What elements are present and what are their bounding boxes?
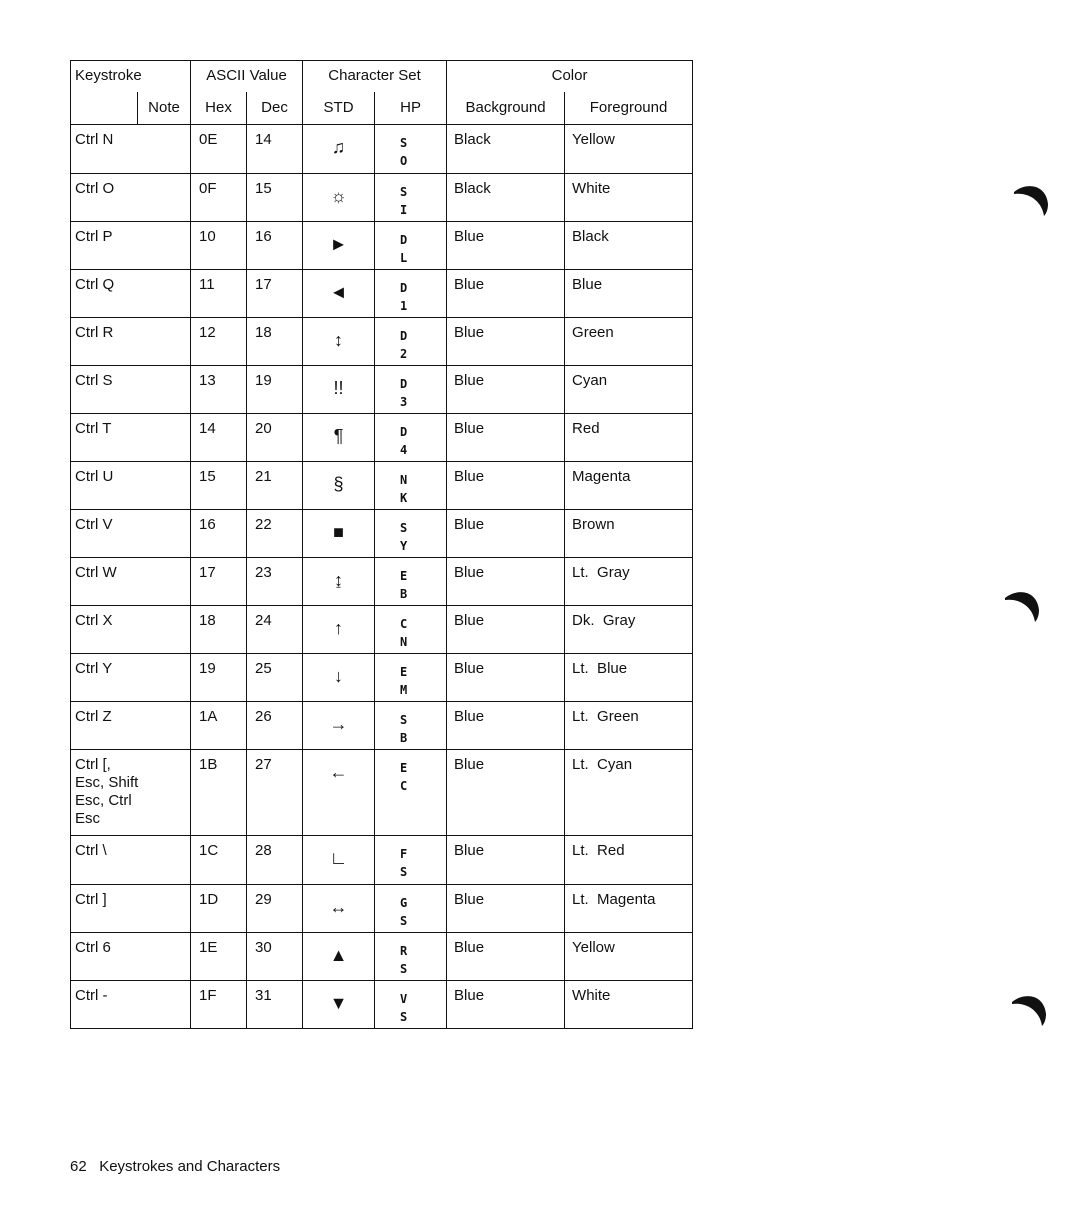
hp-glyph: M — [400, 683, 408, 697]
hp-glyph: C — [400, 779, 408, 793]
hp-glyph: D — [400, 377, 408, 391]
foreground-header-label: Foreground — [589, 99, 668, 116]
keystroke-text: Ctrl V — [75, 516, 113, 533]
foreground-cell: White — [565, 981, 693, 1029]
ascii-value-header — [191, 61, 303, 93]
keystroke-text: Ctrl N — [75, 131, 114, 148]
table-row — [71, 318, 693, 366]
right-pointer-icon: ► — [329, 234, 348, 254]
header-row-top — [71, 61, 693, 93]
hp-glyph: E — [400, 665, 408, 679]
dec-cell: 19 — [247, 366, 303, 414]
hex-cell: 13 — [191, 366, 247, 414]
keystroke-text: Ctrl O — [75, 180, 115, 197]
keystroke-cell — [71, 222, 191, 270]
hp-glyph: E — [400, 761, 408, 775]
keystroke-text: Esc — [75, 810, 101, 827]
keystroke-cell — [71, 174, 191, 222]
dec-cell: 29 — [247, 885, 303, 933]
hp-glyph: Y — [400, 539, 408, 553]
hp-glyph: 4 — [400, 443, 408, 457]
foreground-cell: Magenta — [565, 462, 693, 510]
keystroke-text: Ctrl W — [75, 564, 117, 581]
hp-glyph: R — [400, 944, 408, 958]
binder-mark-icon — [1010, 988, 1050, 1028]
left-pointer-icon: ◄ — [329, 282, 348, 302]
foreground-cell: Green — [565, 318, 693, 366]
header-row-bottom — [71, 92, 693, 125]
keystroke-cell — [71, 558, 191, 606]
hp-glyph: S — [400, 1010, 408, 1024]
hp-cell — [375, 750, 447, 836]
foreground-cell: Brown — [565, 510, 693, 558]
keystroke-text: Ctrl U — [75, 468, 114, 485]
foreground-cell: Dk. Gray — [565, 606, 693, 654]
std-cell — [303, 174, 375, 222]
hp-cell — [375, 885, 447, 933]
keystroke-cell — [71, 885, 191, 933]
keystroke-text: Ctrl P — [75, 228, 113, 245]
foreground-header — [565, 92, 693, 125]
background-cell: Blue — [447, 558, 565, 606]
hp-glyph: I — [400, 203, 408, 217]
hp-glyph: V — [400, 992, 408, 1006]
background-cell: Blue — [447, 750, 565, 836]
keystroke-text: Ctrl [, — [75, 756, 111, 773]
background-cell: Blue — [447, 510, 565, 558]
hex-cell: 16 — [191, 510, 247, 558]
hp-glyph: D — [400, 233, 408, 247]
hp-glyph: 2 — [400, 347, 408, 361]
hex-cell: 19 — [191, 654, 247, 702]
hex-cell: 11 — [191, 270, 247, 318]
table-row — [71, 222, 693, 270]
hp-glyph: B — [400, 587, 408, 601]
dec-cell: 18 — [247, 318, 303, 366]
hp-cell — [375, 702, 447, 750]
foreground-cell: Lt. Red — [565, 836, 693, 885]
background-cell: Black — [447, 174, 565, 222]
keystroke-cell — [71, 270, 191, 318]
dec-cell: 20 — [247, 414, 303, 462]
hp-glyph: O — [400, 154, 408, 168]
hp-glyph: 1 — [400, 299, 408, 313]
table-row — [71, 462, 693, 510]
ascii-value-header-label: ASCII Value — [206, 67, 287, 84]
hp-glyph: D — [400, 329, 408, 343]
pilcrow-icon: ¶ — [333, 426, 344, 446]
keystroke-text: Ctrl R — [75, 324, 114, 341]
left-arrow-icon: ← — [329, 762, 348, 782]
hp-glyph: N — [400, 635, 408, 649]
hp-cell — [375, 318, 447, 366]
page-footer — [70, 1158, 280, 1175]
table-row — [71, 885, 693, 933]
hp-cell — [375, 462, 447, 510]
keystroke-cell — [71, 366, 191, 414]
hp-glyph: S — [400, 521, 408, 535]
foreground-cell: Lt. Gray — [565, 558, 693, 606]
keystroke-cell — [71, 414, 191, 462]
table-row — [71, 981, 693, 1029]
dec-cell: 15 — [247, 174, 303, 222]
background-header-label: Background — [465, 99, 546, 116]
std-cell — [303, 981, 375, 1029]
keystroke-text: Ctrl X — [75, 612, 113, 629]
std-cell — [303, 558, 375, 606]
hex-cell: 1B — [191, 750, 247, 836]
keystroke-cell — [71, 462, 191, 510]
down-triangle-icon: ▼ — [329, 993, 348, 1013]
hp-cell — [375, 174, 447, 222]
color-header-label: Color — [551, 67, 588, 84]
hex-cell: 1F — [191, 981, 247, 1029]
background-cell: Black — [447, 125, 565, 174]
foreground-cell: Lt. Cyan — [565, 750, 693, 836]
up-down-arrow-with-base-icon: ↨ — [334, 570, 344, 590]
keystroke-header — [71, 61, 191, 93]
hex-cell: 1D — [191, 885, 247, 933]
hex-header-label: Hex — [205, 99, 232, 116]
background-cell: Blue — [447, 702, 565, 750]
table-row — [71, 414, 693, 462]
std-cell — [303, 836, 375, 885]
background-cell: Blue — [447, 462, 565, 510]
table-row — [71, 174, 693, 222]
table-row — [71, 125, 693, 174]
foreground-cell: White — [565, 174, 693, 222]
footer-title: Keystrokes and Characters — [99, 1158, 281, 1175]
hp-cell — [375, 222, 447, 270]
hp-glyph: G — [400, 896, 408, 910]
double-eighth-note-icon: ♫ — [331, 137, 346, 157]
up-triangle-icon: ▲ — [329, 945, 348, 965]
right-arrow-icon: → — [329, 714, 348, 734]
hp-header — [375, 92, 447, 125]
table-row — [71, 270, 693, 318]
std-cell — [303, 750, 375, 836]
background-cell: Blue — [447, 222, 565, 270]
section-sign-icon: § — [333, 474, 344, 494]
foreground-cell: Cyan — [565, 366, 693, 414]
note-header-label: Note — [148, 99, 180, 116]
std-cell — [303, 654, 375, 702]
dec-cell: 22 — [247, 510, 303, 558]
hp-cell — [375, 933, 447, 981]
up-arrow-icon: ↑ — [334, 618, 344, 638]
hp-cell — [375, 654, 447, 702]
keystroke-cell — [71, 981, 191, 1029]
keystroke-header-label: Keystroke — [75, 67, 142, 84]
note-header — [138, 92, 191, 125]
dec-cell: 25 — [247, 654, 303, 702]
hex-cell: 12 — [191, 318, 247, 366]
hp-glyph: F — [400, 847, 408, 861]
table-row — [71, 836, 693, 885]
black-rectangle-icon: ■ — [333, 522, 344, 542]
hp-cell — [375, 366, 447, 414]
hp-cell — [375, 981, 447, 1029]
std-cell — [303, 933, 375, 981]
background-cell: Blue — [447, 414, 565, 462]
std-cell — [303, 510, 375, 558]
dec-cell: 28 — [247, 836, 303, 885]
background-cell: Blue — [447, 270, 565, 318]
hex-cell: 14 — [191, 414, 247, 462]
std-cell — [303, 885, 375, 933]
keystroke-text: Ctrl Z — [75, 708, 112, 725]
hex-cell: 1E — [191, 933, 247, 981]
hex-cell: 17 — [191, 558, 247, 606]
keystroke-cell — [71, 606, 191, 654]
dec-cell: 27 — [247, 750, 303, 836]
foreground-cell: Black — [565, 222, 693, 270]
background-cell: Blue — [447, 606, 565, 654]
foreground-cell: Yellow — [565, 933, 693, 981]
hp-glyph: S — [400, 713, 408, 727]
keystroke-cell — [71, 702, 191, 750]
table-row — [71, 366, 693, 414]
hp-cell — [375, 606, 447, 654]
color-header — [447, 61, 693, 93]
hex-cell: 15 — [191, 462, 247, 510]
keystroke-text: Ctrl 6 — [75, 939, 111, 956]
hp-cell — [375, 558, 447, 606]
down-arrow-icon: ↓ — [334, 666, 344, 686]
keystroke-text: Ctrl Y — [75, 660, 113, 677]
hp-glyph: E — [400, 569, 408, 583]
keystroke-text: Ctrl Q — [75, 276, 115, 293]
dec-cell: 24 — [247, 606, 303, 654]
table-row — [71, 606, 693, 654]
hex-cell: 0F — [191, 174, 247, 222]
keystroke-cell — [71, 654, 191, 702]
hp-glyph: D — [400, 425, 408, 439]
std-cell — [303, 366, 375, 414]
character-set-header — [303, 61, 447, 93]
hp-glyph: S — [400, 865, 408, 879]
table-row — [71, 510, 693, 558]
foreground-cell: Lt. Green — [565, 702, 693, 750]
right-angle-icon: ∟ — [329, 848, 348, 868]
keystroke-text: Ctrl T — [75, 420, 112, 437]
hp-glyph: N — [400, 473, 408, 487]
keystroke-text: Ctrl ] — [75, 891, 107, 908]
hp-cell — [375, 125, 447, 174]
hp-glyph: S — [400, 185, 408, 199]
std-cell — [303, 606, 375, 654]
hp-cell — [375, 414, 447, 462]
dec-cell: 31 — [247, 981, 303, 1029]
keystroke-text: Ctrl S — [75, 372, 113, 389]
dec-cell: 14 — [247, 125, 303, 174]
left-right-arrow-icon: ↔ — [329, 897, 348, 917]
dec-cell: 26 — [247, 702, 303, 750]
keystroke-cell — [71, 750, 191, 836]
keystroke-text: Esc, Ctrl — [75, 792, 132, 809]
hp-glyph: 3 — [400, 395, 408, 409]
foreground-cell: Yellow — [565, 125, 693, 174]
hp-glyph: K — [400, 491, 408, 505]
hex-cell: 1C — [191, 836, 247, 885]
dec-cell: 21 — [247, 462, 303, 510]
keystroke-cell — [71, 510, 191, 558]
background-cell: Blue — [447, 933, 565, 981]
dec-cell: 23 — [247, 558, 303, 606]
hex-cell: 0E — [191, 125, 247, 174]
foreground-cell: Lt. Magenta — [565, 885, 693, 933]
hp-glyph: L — [400, 251, 408, 265]
hp-glyph: B — [400, 731, 408, 745]
keystroke-cell — [71, 125, 191, 174]
hp-cell — [375, 270, 447, 318]
dec-cell: 16 — [247, 222, 303, 270]
background-cell: Blue — [447, 654, 565, 702]
hex-header — [191, 92, 247, 125]
std-header-label: STD — [323, 99, 354, 116]
std-cell — [303, 222, 375, 270]
std-cell — [303, 702, 375, 750]
keystroke-cell — [71, 318, 191, 366]
std-cell — [303, 414, 375, 462]
double-exclamation-icon: !! — [333, 378, 344, 398]
hp-glyph: D — [400, 281, 408, 295]
hp-glyph: S — [400, 136, 408, 150]
up-down-arrow-icon: ↕ — [334, 330, 344, 350]
keystroke-text: Ctrl - — [75, 987, 108, 1004]
keystroke-character-table — [70, 60, 693, 1029]
hp-glyph: S — [400, 962, 408, 976]
character-set-header-label: Character Set — [328, 67, 421, 84]
keystroke-text: Esc, Shift — [75, 774, 139, 791]
std-cell — [303, 270, 375, 318]
background-cell: Blue — [447, 885, 565, 933]
dec-cell: 30 — [247, 933, 303, 981]
std-cell — [303, 125, 375, 174]
background-cell: Blue — [447, 318, 565, 366]
dec-cell: 17 — [247, 270, 303, 318]
hex-cell: 10 — [191, 222, 247, 270]
binder-mark-icon — [1003, 584, 1043, 624]
page-number: 62 — [70, 1158, 87, 1175]
hp-header-label: HP — [400, 99, 421, 116]
foreground-cell: Red — [565, 414, 693, 462]
hex-cell: 18 — [191, 606, 247, 654]
hp-cell — [375, 510, 447, 558]
keystroke-text: Ctrl \ — [75, 842, 107, 859]
dec-header-label: Dec — [261, 99, 288, 116]
keystroke-subheader-blank — [71, 92, 138, 125]
std-cell — [303, 318, 375, 366]
std-header — [303, 92, 375, 125]
hex-cell: 1A — [191, 702, 247, 750]
foreground-cell: Blue — [565, 270, 693, 318]
background-header — [447, 92, 565, 125]
keystroke-cell — [71, 933, 191, 981]
foreground-cell: Lt. Blue — [565, 654, 693, 702]
background-cell: Blue — [447, 366, 565, 414]
hp-glyph: C — [400, 617, 408, 631]
table-row — [71, 654, 693, 702]
table-row — [71, 933, 693, 981]
background-cell: Blue — [447, 836, 565, 885]
std-cell — [303, 462, 375, 510]
table-row — [71, 702, 693, 750]
background-cell: Blue — [447, 981, 565, 1029]
hp-cell — [375, 836, 447, 885]
table-row — [71, 558, 693, 606]
binder-mark-icon — [1012, 178, 1052, 218]
dec-header — [247, 92, 303, 125]
sun-icon: ☼ — [330, 186, 347, 206]
hp-glyph: S — [400, 914, 408, 928]
keystroke-cell — [71, 836, 191, 885]
table-row — [71, 750, 693, 836]
